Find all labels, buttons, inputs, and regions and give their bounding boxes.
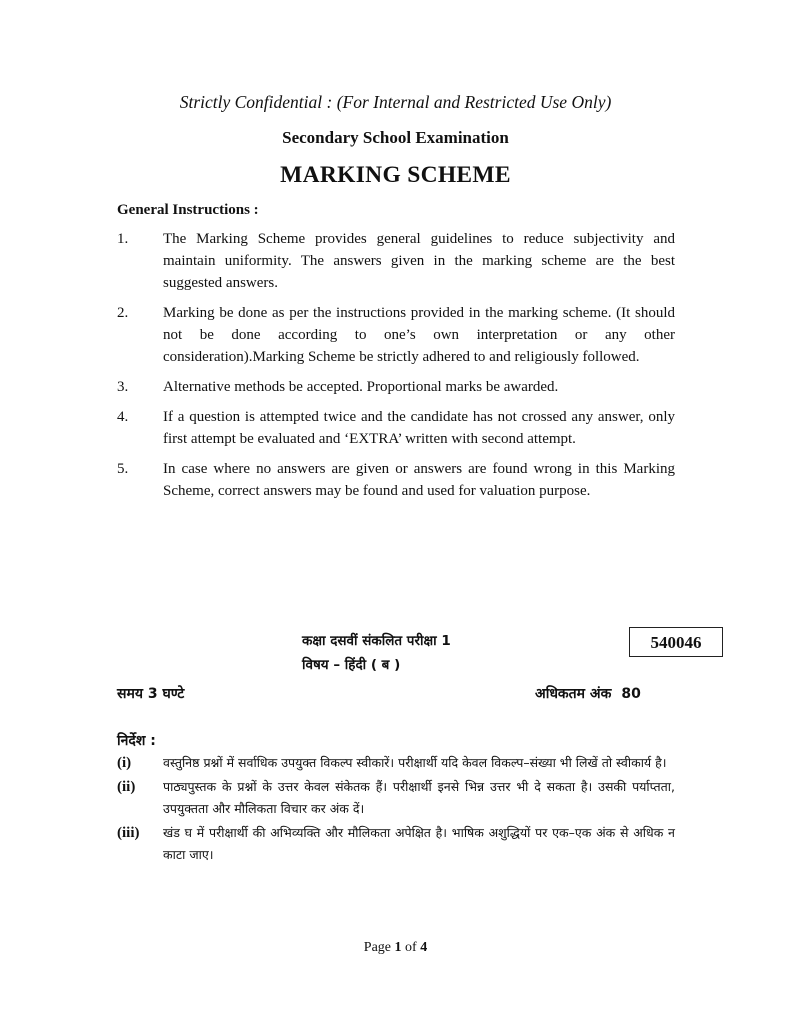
direction-text: पाठ्यपुस्तक के प्रश्नों के उत्तर केवल संकेतक हैं। परीक्षार्थी इनसे भिन्न उत्तर भी दे सकता है। उसकी पर्याप्तता, उपयुक्तता और मौलिकता विचार कर अंक दें।: [163, 779, 675, 816]
general-instructions-list: [117, 228, 675, 510]
of-word: of: [405, 940, 417, 955]
direction-number: (i): [117, 755, 132, 771]
instruction-item: [117, 406, 675, 450]
subject-line: विषय – हिंदी ( ब ): [302, 657, 401, 673]
direction-number: (ii): [117, 779, 136, 795]
page-number: 1: [394, 940, 402, 955]
instruction-item: [117, 458, 675, 502]
page-footer: [0, 940, 791, 956]
instruction-number: 2.: [117, 305, 129, 321]
instruction-text: Marking be done as per the instructions provided in the marking scheme. (It should not be done according to one’s own interpretation or any other consideration).Marking Scheme be strictly adhered to and religiously followed.: [163, 305, 675, 365]
instruction-number: 3.: [117, 379, 129, 395]
confidentiality-note: Strictly Confidential : (For Internal and Restricted Use Only): [179, 92, 612, 112]
instruction-number: 1.: [117, 231, 129, 247]
page-word: Page: [363, 940, 392, 955]
instruction-text: Alternative methods be accepted. Proportional marks be awarded.: [163, 379, 559, 395]
max-marks-value: 80: [621, 686, 641, 702]
time-allowed: समय 3 घण्टे: [117, 686, 185, 702]
direction-text: वस्तुनिष्ठ प्रश्नों में सर्वाधिक उपयुक्त विकल्प स्वीकारें। परीक्षार्थी यदि केवल विकल्प–संख्या भी लिखें तो स्वीकार्य है।: [163, 755, 667, 770]
instruction-item: [117, 228, 675, 294]
instruction-item: [117, 302, 675, 368]
max-marks-label: अधिकतम अंक: [535, 686, 612, 702]
direction-number: (iii): [117, 825, 140, 841]
instruction-item: [117, 376, 675, 398]
instruction-text: In case where no answers are given or answers are found wrong in this Marking Scheme, correct answers may be found and used for valuation purpose.: [163, 461, 675, 499]
general-instructions-heading: General Instructions :: [117, 202, 259, 218]
direction-item: [117, 752, 675, 774]
class-exam-line: कक्षा दसवीं संकलित परीक्षा 1: [302, 633, 451, 649]
direction-item: [117, 822, 675, 866]
instruction-number: 4.: [117, 409, 129, 425]
instruction-text: If a question is attempted twice and the candidate has not crossed any answer, only first attempt be evaluated and ‘EXTRA’ written with second attempt.: [163, 409, 675, 447]
instruction-number: 5.: [117, 461, 129, 477]
max-marks: [535, 684, 641, 703]
direction-text: खंड घ में परीक्षार्थी की अभिव्यक्ति और मौलिकता अपेक्षित है। भाषिक अशुद्धियों पर एक–एक अंक से अधिक न काटा जाए।: [163, 825, 675, 862]
directions-list: [117, 752, 675, 868]
page-total: 4: [420, 940, 428, 955]
page-title: MARKING SCHEME: [280, 162, 511, 188]
paper-code-box: 540046: [629, 627, 723, 657]
exam-title: Secondary School Examination: [282, 128, 509, 147]
directions-heading: निर्देश :: [117, 733, 156, 749]
instruction-text: The Marking Scheme provides general guidelines to reduce subjectivity and maintain uniformity. The answers given in the marking scheme are the best suggested answers.: [163, 231, 675, 291]
direction-item: [117, 776, 675, 820]
